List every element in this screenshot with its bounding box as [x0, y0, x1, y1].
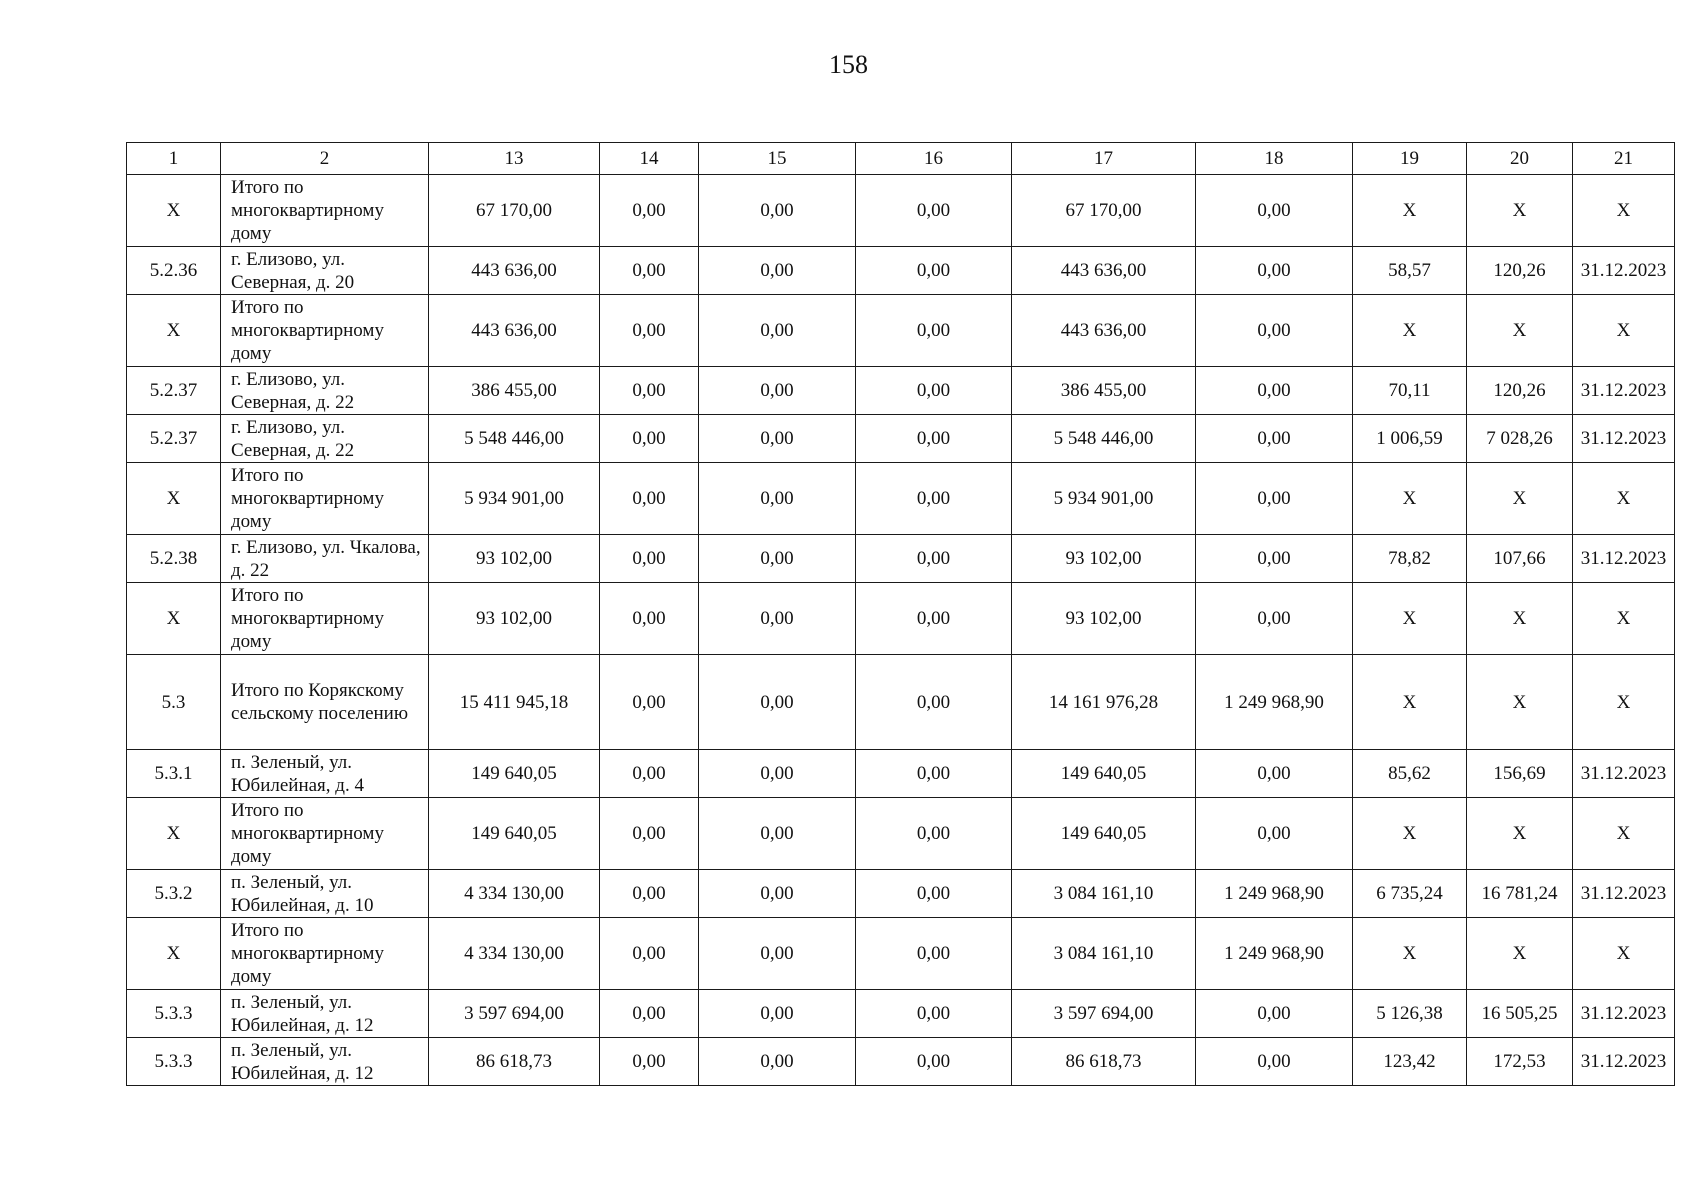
table-cell: 156,69	[1467, 750, 1573, 798]
table-cell: 0,00	[856, 175, 1012, 247]
page-number: 158	[829, 50, 868, 79]
table-cell: X	[1467, 295, 1573, 367]
table-cell: 0,00	[600, 583, 699, 655]
table-cell: 0,00	[699, 295, 856, 367]
table-cell: 0,00	[600, 870, 699, 918]
table-cell: X	[1353, 463, 1467, 535]
table-cell: X	[1573, 798, 1675, 870]
table-cell: 0,00	[699, 1038, 856, 1086]
table-cell: 31.12.2023	[1573, 367, 1675, 415]
table-cell: 16 781,24	[1467, 870, 1573, 918]
table-cell: X	[1467, 918, 1573, 990]
table-cell: X	[127, 583, 221, 655]
table-cell: X	[1573, 583, 1675, 655]
address-cell: п. Зеленый, ул. Юбилейная, д. 12	[221, 1038, 429, 1086]
table-cell: 443 636,00	[429, 247, 600, 295]
table-row	[127, 918, 1675, 990]
table-cell: 31.12.2023	[1573, 535, 1675, 583]
table-cell: 5.3.2	[127, 870, 221, 918]
table-cell: 0,00	[600, 655, 699, 750]
table-cell: 0,00	[856, 295, 1012, 367]
table-cell: 0,00	[699, 798, 856, 870]
table-cell: 86 618,73	[429, 1038, 600, 1086]
column-header: 17	[1012, 143, 1196, 175]
table-cell: 0,00	[600, 175, 699, 247]
table-cell: 3 084 161,10	[1012, 918, 1196, 990]
table-cell: 107,66	[1467, 535, 1573, 583]
table-cell: 0,00	[856, 367, 1012, 415]
table-cell: X	[127, 463, 221, 535]
table-cell: 5.2.36	[127, 247, 221, 295]
table-cell: 172,53	[1467, 1038, 1573, 1086]
address-cell: Итого по многоквартирному дому	[221, 295, 429, 367]
table-cell: 31.12.2023	[1573, 990, 1675, 1038]
table-row	[127, 990, 1675, 1038]
table-cell: 120,26	[1467, 367, 1573, 415]
table-body	[127, 143, 1675, 1086]
table-cell: 0,00	[856, 750, 1012, 798]
table-cell: 0,00	[856, 463, 1012, 535]
address-cell: п. Зеленый, ул. Юбилейная, д. 4	[221, 750, 429, 798]
table-row	[127, 870, 1675, 918]
table-cell: 120,26	[1467, 247, 1573, 295]
address-cell: п. Зеленый, ул. Юбилейная, д. 10	[221, 870, 429, 918]
data-table	[126, 142, 1675, 1086]
table-cell: X	[127, 798, 221, 870]
table-cell: X	[1353, 175, 1467, 247]
table-row	[127, 655, 1675, 750]
address-cell: п. Зеленый, ул. Юбилейная, д. 12	[221, 990, 429, 1038]
table-cell: X	[1353, 583, 1467, 655]
table-cell: 0,00	[856, 415, 1012, 463]
address-cell: г. Елизово, ул. Северная, д. 22	[221, 367, 429, 415]
table-cell: 6 735,24	[1353, 870, 1467, 918]
table-cell: 0,00	[1196, 798, 1353, 870]
table-cell: 0,00	[699, 990, 856, 1038]
column-header: 14	[600, 143, 699, 175]
table-cell: 3 597 694,00	[1012, 990, 1196, 1038]
table-cell: 0,00	[856, 535, 1012, 583]
table-cell: 14 161 976,28	[1012, 655, 1196, 750]
table-cell: 86 618,73	[1012, 1038, 1196, 1086]
table-cell: 1 249 968,90	[1196, 918, 1353, 990]
table-row	[127, 463, 1675, 535]
table-cell: 0,00	[699, 535, 856, 583]
table-cell: 0,00	[600, 990, 699, 1038]
header-row	[127, 143, 1675, 175]
table-cell: 3 084 161,10	[1012, 870, 1196, 918]
table-cell: 5 934 901,00	[429, 463, 600, 535]
table-cell: X	[1467, 463, 1573, 535]
table-cell: 15 411 945,18	[429, 655, 600, 750]
table-cell: 0,00	[1196, 415, 1353, 463]
table-cell: 0,00	[600, 1038, 699, 1086]
table-cell: X	[1467, 798, 1573, 870]
table-cell: 0,00	[856, 247, 1012, 295]
table-cell: 0,00	[1196, 175, 1353, 247]
table-cell: 386 455,00	[429, 367, 600, 415]
table-cell: 5 548 446,00	[1012, 415, 1196, 463]
table-cell: 1 006,59	[1353, 415, 1467, 463]
table-cell: 5.2.37	[127, 415, 221, 463]
table-row	[127, 175, 1675, 247]
table-cell: 93 102,00	[429, 583, 600, 655]
table-row	[127, 583, 1675, 655]
table-cell: 85,62	[1353, 750, 1467, 798]
table-cell: 443 636,00	[1012, 247, 1196, 295]
table-row	[127, 1038, 1675, 1086]
table-cell: X	[1573, 295, 1675, 367]
address-cell: Итого по многоквартирному дому	[221, 798, 429, 870]
table-cell: 5.3.3	[127, 990, 221, 1038]
table-cell: 67 170,00	[429, 175, 600, 247]
table-cell: 0,00	[600, 918, 699, 990]
table-cell: 7 028,26	[1467, 415, 1573, 463]
table-cell: X	[127, 175, 221, 247]
table-cell: 0,00	[699, 415, 856, 463]
table-cell: X	[1353, 655, 1467, 750]
table-cell: 0,00	[600, 750, 699, 798]
table-cell: 4 334 130,00	[429, 870, 600, 918]
column-header: 20	[1467, 143, 1573, 175]
table-cell: 31.12.2023	[1573, 1038, 1675, 1086]
table-cell: 31.12.2023	[1573, 247, 1675, 295]
table-cell: X	[1353, 798, 1467, 870]
column-header: 2	[221, 143, 429, 175]
table-cell: 5.3	[127, 655, 221, 750]
column-header: 16	[856, 143, 1012, 175]
table-cell: 123,42	[1353, 1038, 1467, 1086]
address-cell: Итого по многоквартирному дому	[221, 463, 429, 535]
table-cell: 149 640,05	[1012, 798, 1196, 870]
table-cell: 0,00	[856, 655, 1012, 750]
table-cell: 0,00	[699, 367, 856, 415]
table-row	[127, 367, 1675, 415]
table-cell: 1 249 968,90	[1196, 655, 1353, 750]
table-cell: 0,00	[699, 583, 856, 655]
table-cell: 5.3.3	[127, 1038, 221, 1086]
table-cell: 0,00	[856, 583, 1012, 655]
table-cell: 0,00	[856, 798, 1012, 870]
table-cell: X	[1353, 918, 1467, 990]
table-cell: 58,57	[1353, 247, 1467, 295]
table-cell: 386 455,00	[1012, 367, 1196, 415]
table-cell: 0,00	[699, 655, 856, 750]
table-cell: 31.12.2023	[1573, 870, 1675, 918]
table-cell: 5.3.1	[127, 750, 221, 798]
table-cell: 31.12.2023	[1573, 750, 1675, 798]
table-cell: 0,00	[856, 870, 1012, 918]
table-cell: 0,00	[1196, 1038, 1353, 1086]
table-cell: 5 126,38	[1353, 990, 1467, 1038]
table-cell: X	[1573, 463, 1675, 535]
table-cell: 443 636,00	[429, 295, 600, 367]
table-cell: 16 505,25	[1467, 990, 1573, 1038]
table-cell: 0,00	[699, 750, 856, 798]
table-cell: X	[1573, 175, 1675, 247]
table-cell: 0,00	[1196, 247, 1353, 295]
table-cell: 443 636,00	[1012, 295, 1196, 367]
column-header: 21	[1573, 143, 1675, 175]
table-row	[127, 295, 1675, 367]
table-cell: 0,00	[600, 247, 699, 295]
table-cell: X	[127, 918, 221, 990]
table-cell: 70,11	[1353, 367, 1467, 415]
table-cell: 0,00	[856, 990, 1012, 1038]
table-cell: 5.2.37	[127, 367, 221, 415]
table-cell: 0,00	[600, 535, 699, 583]
table-cell: 0,00	[1196, 990, 1353, 1038]
table-cell: 0,00	[856, 918, 1012, 990]
address-cell: Итого по многоквартирному дому	[221, 175, 429, 247]
address-cell: г. Елизово, ул. Северная, д. 22	[221, 415, 429, 463]
table-cell: 0,00	[1196, 583, 1353, 655]
table-cell: 5 934 901,00	[1012, 463, 1196, 535]
table-cell: 5 548 446,00	[429, 415, 600, 463]
table-cell: 0,00	[1196, 463, 1353, 535]
column-header: 1	[127, 143, 221, 175]
table-cell: 0,00	[600, 367, 699, 415]
address-cell: г. Елизово, ул. Чкалова, д. 22	[221, 535, 429, 583]
table-cell: 0,00	[1196, 535, 1353, 583]
table-cell: 0,00	[699, 463, 856, 535]
table-cell: X	[127, 295, 221, 367]
table-row	[127, 750, 1675, 798]
table-cell: 0,00	[856, 1038, 1012, 1086]
table-cell: 0,00	[1196, 295, 1353, 367]
column-header: 13	[429, 143, 600, 175]
table-cell: 93 102,00	[429, 535, 600, 583]
table-cell: 0,00	[600, 415, 699, 463]
table-row	[127, 415, 1675, 463]
table-cell: 0,00	[600, 295, 699, 367]
table-cell: 149 640,05	[429, 750, 600, 798]
address-cell: Итого по многоквартирному дому	[221, 583, 429, 655]
table-row	[127, 798, 1675, 870]
table-cell: 149 640,05	[429, 798, 600, 870]
address-cell: Итого по многоквартирному дому	[221, 918, 429, 990]
table-cell: 0,00	[699, 247, 856, 295]
table-cell: 0,00	[1196, 750, 1353, 798]
table-cell: 93 102,00	[1012, 583, 1196, 655]
table-cell: X	[1573, 655, 1675, 750]
table-cell: X	[1467, 175, 1573, 247]
table-cell: 1 249 968,90	[1196, 870, 1353, 918]
address-cell: Итого по Корякскому сельскому поселению	[221, 655, 429, 750]
table-cell: X	[1467, 583, 1573, 655]
table-cell: 0,00	[600, 798, 699, 870]
table-cell: 78,82	[1353, 535, 1467, 583]
table-cell: 4 334 130,00	[429, 918, 600, 990]
column-header: 18	[1196, 143, 1353, 175]
table-cell: 31.12.2023	[1573, 415, 1675, 463]
table-cell: X	[1353, 295, 1467, 367]
table-row	[127, 247, 1675, 295]
address-cell: г. Елизово, ул. Северная, д. 20	[221, 247, 429, 295]
table-cell: 93 102,00	[1012, 535, 1196, 583]
table-cell: 0,00	[600, 463, 699, 535]
column-header: 15	[699, 143, 856, 175]
table-cell: 67 170,00	[1012, 175, 1196, 247]
table-cell: X	[1573, 918, 1675, 990]
column-header: 19	[1353, 143, 1467, 175]
table-cell: 149 640,05	[1012, 750, 1196, 798]
table-cell: 3 597 694,00	[429, 990, 600, 1038]
table-row	[127, 535, 1675, 583]
table-cell: 5.2.38	[127, 535, 221, 583]
table-cell: X	[1467, 655, 1573, 750]
table-cell: 0,00	[699, 918, 856, 990]
table-cell: 0,00	[699, 175, 856, 247]
table-cell: 0,00	[699, 870, 856, 918]
table-cell: 0,00	[1196, 367, 1353, 415]
